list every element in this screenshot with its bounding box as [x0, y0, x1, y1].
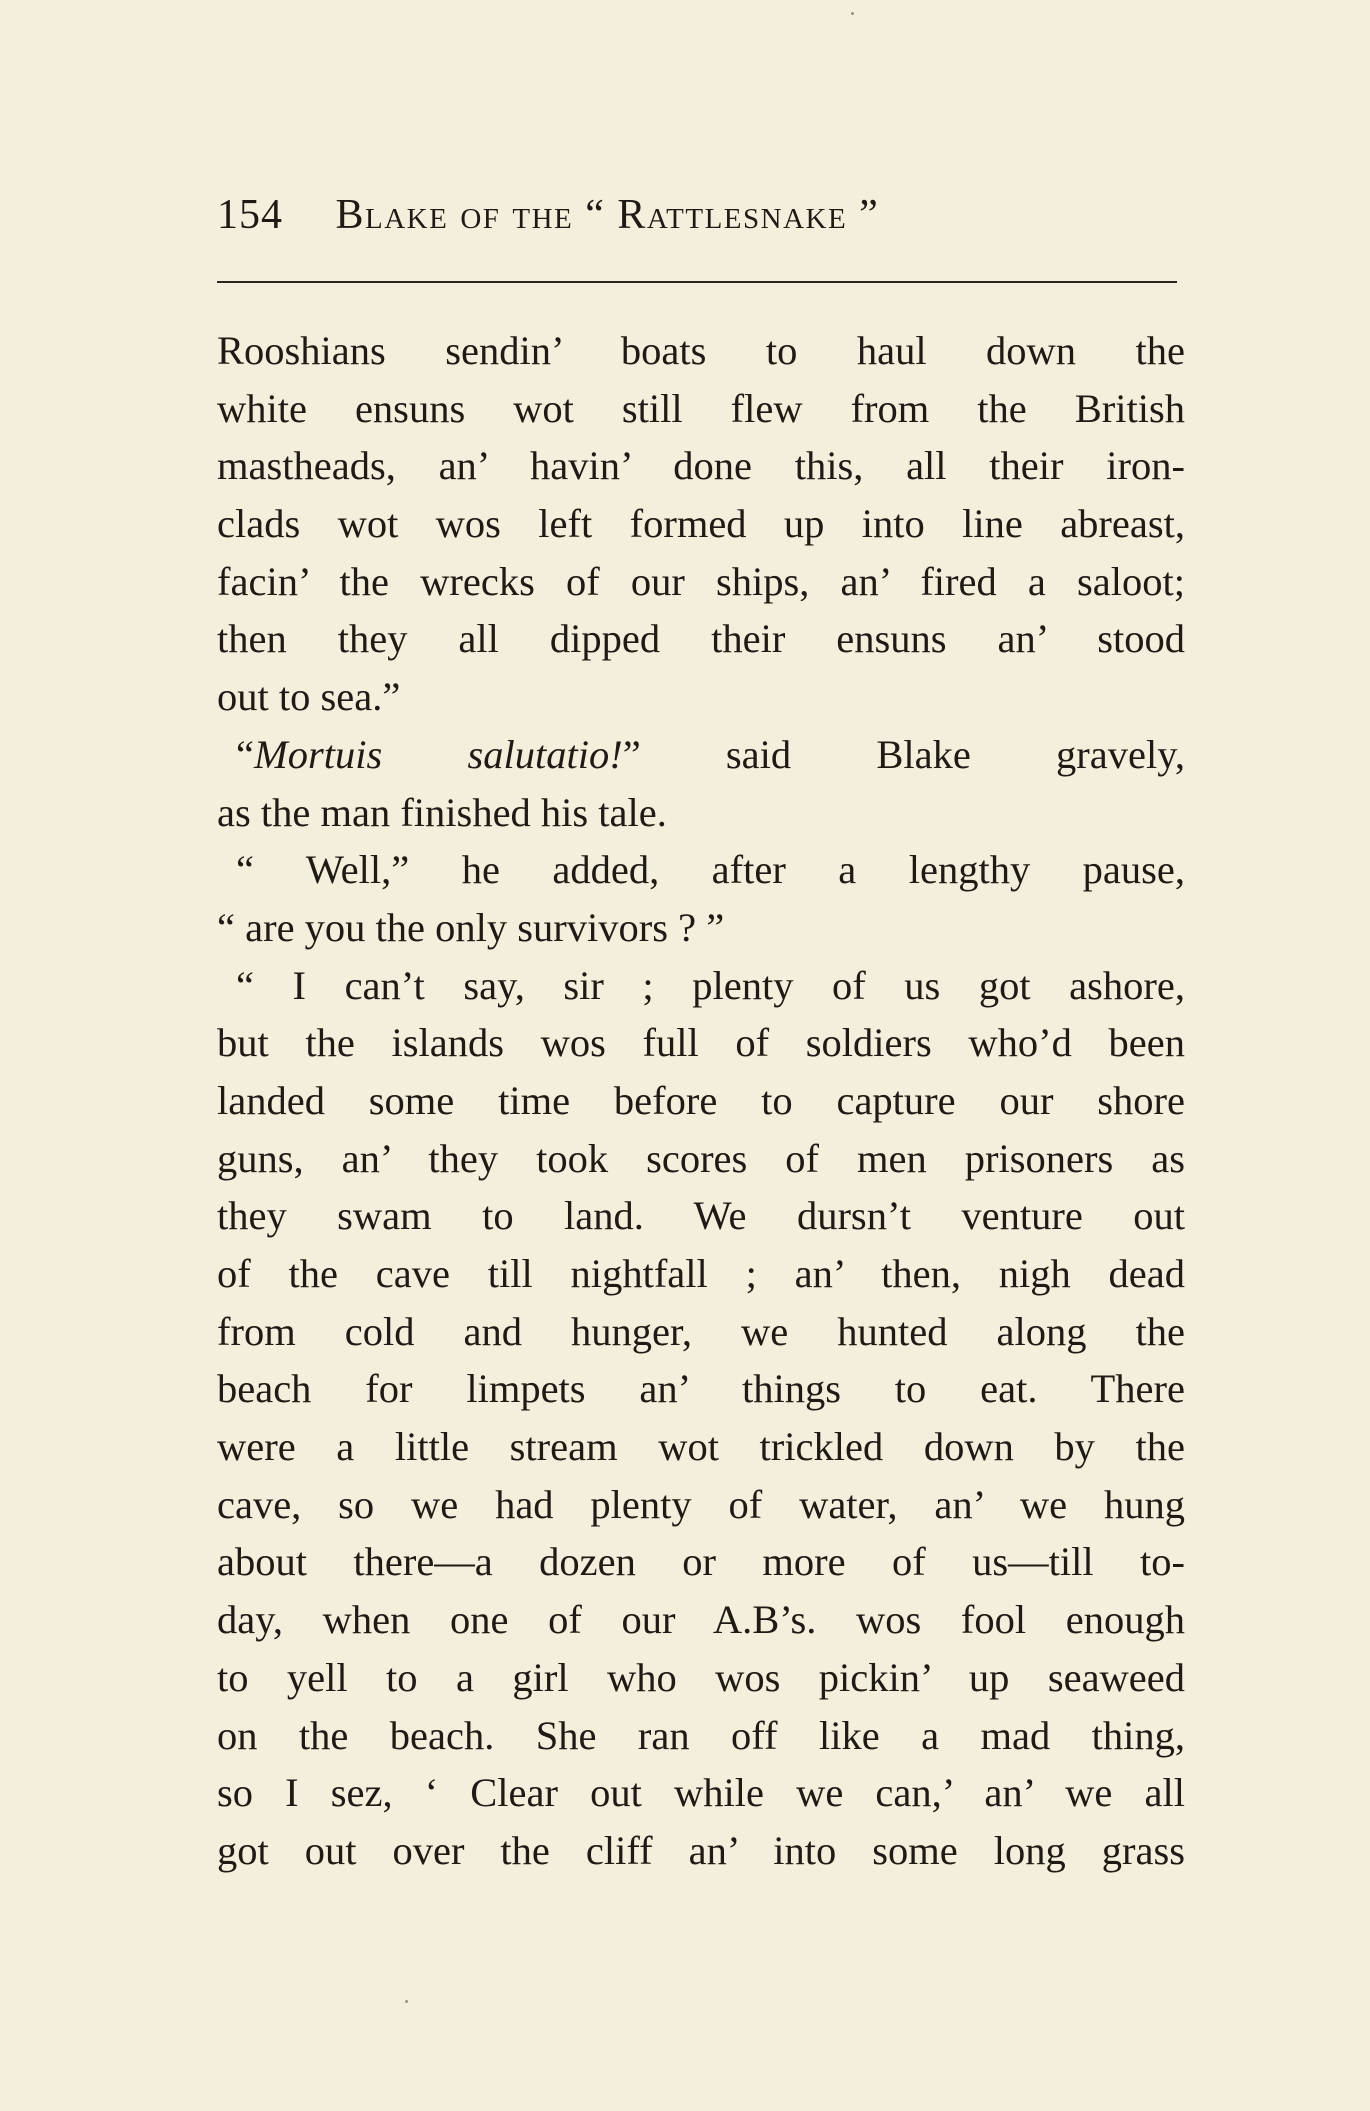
text-segment: were a little stream wot trickled down by the [217, 1424, 1185, 1470]
text-segment: about there—a dozen or more of us—till to- [217, 1539, 1185, 1585]
text-segment: so I sez, ‘ Clear out while we can,’ an’ we all [217, 1770, 1185, 1816]
text-line [217, 1014, 1185, 1072]
text-line [217, 1764, 1185, 1822]
text-segment: facin’ the wrecks of our ships, an’ fired a saloot; [217, 558, 1185, 604]
body-text [217, 322, 1185, 1880]
text-segment: to yell to a girl who wos pickin’ up seaweed [217, 1654, 1185, 1700]
text-segment: clads wot wos left formed up into line abreast, [217, 501, 1185, 547]
text-segment: day, when one of our A.B’s. wos fool enough [217, 1597, 1185, 1643]
text-segment: “ I can’t say, sir ; plenty of us got ashore, [236, 962, 1185, 1008]
text-segment: of the cave till nightfall ; an’ then, nigh dead [217, 1251, 1185, 1296]
text-segment: from cold and hunger, we hunted along the [217, 1308, 1185, 1354]
text-segment: but the islands wos full of soldiers who’d been [217, 1020, 1185, 1066]
text-line [217, 957, 1185, 1015]
text-line [217, 380, 1185, 438]
text-segment: “ [236, 731, 254, 777]
text-line [217, 1072, 1185, 1130]
text-line [217, 1130, 1185, 1188]
text-segment: mastheads, an’ havin’ done this, all their iron- [217, 443, 1185, 489]
text-line [217, 1533, 1185, 1591]
text-line [217, 1707, 1185, 1765]
text-line [217, 784, 1185, 842]
text-line [217, 1245, 1185, 1303]
text-line [217, 437, 1185, 495]
text-line [217, 841, 1185, 899]
text-segment: white ensuns wot still flew from the British [217, 385, 1185, 431]
text-line [217, 1476, 1185, 1534]
text-segment: landed some time before to capture our shore [217, 1077, 1185, 1123]
text-line [217, 495, 1185, 553]
paper-speck [405, 2000, 408, 2003]
running-head [217, 180, 1177, 250]
text-segment: as the man finished his tale. [217, 789, 667, 835]
text-line [217, 322, 1185, 380]
paper-speck [851, 12, 854, 15]
text-segment: “ Well,” he added, after a lengthy pause, [236, 847, 1185, 893]
text-segment: out to sea.” [217, 674, 401, 720]
text-line [217, 1187, 1185, 1245]
text-segment: Rooshians sendin’ boats to haul down the [217, 328, 1185, 373]
text-line [217, 1591, 1185, 1649]
text-segment: on the beach. She ran off like a mad thing, [217, 1712, 1185, 1758]
text-line [217, 1822, 1185, 1880]
header-rule [217, 281, 1177, 283]
text-segment: beach for limpets an’ things to eat. There [217, 1366, 1185, 1412]
text-segment: cave, so we had plenty of water, an’ we hung [217, 1481, 1185, 1527]
text-line [217, 610, 1185, 668]
text-line [217, 553, 1185, 611]
text-line [217, 1303, 1185, 1361]
text-line [217, 726, 1185, 784]
text-segment: got out over the cliff an’ into some long grass [217, 1827, 1185, 1873]
text-segment: then they all dipped their ensuns an’ stood [217, 616, 1185, 662]
text-line [217, 1360, 1185, 1418]
italic-phrase: Mortuis salutatio! [253, 731, 623, 777]
text-line [217, 1418, 1185, 1476]
page-number: 154 [217, 192, 283, 238]
text-segment: ” said Blake gravely, [622, 731, 1185, 777]
text-line [217, 899, 1185, 957]
text-line [217, 668, 1185, 726]
text-segment: “ are you the only survivors ? ” [217, 904, 725, 950]
text-segment: guns, an’ they took scores of men prisoners as [217, 1135, 1185, 1181]
text-line [217, 1649, 1185, 1707]
running-title: Blake of the “ Rattlesnake ” [335, 192, 880, 238]
text-segment: they swam to land. We dursn’t venture out [217, 1193, 1185, 1239]
